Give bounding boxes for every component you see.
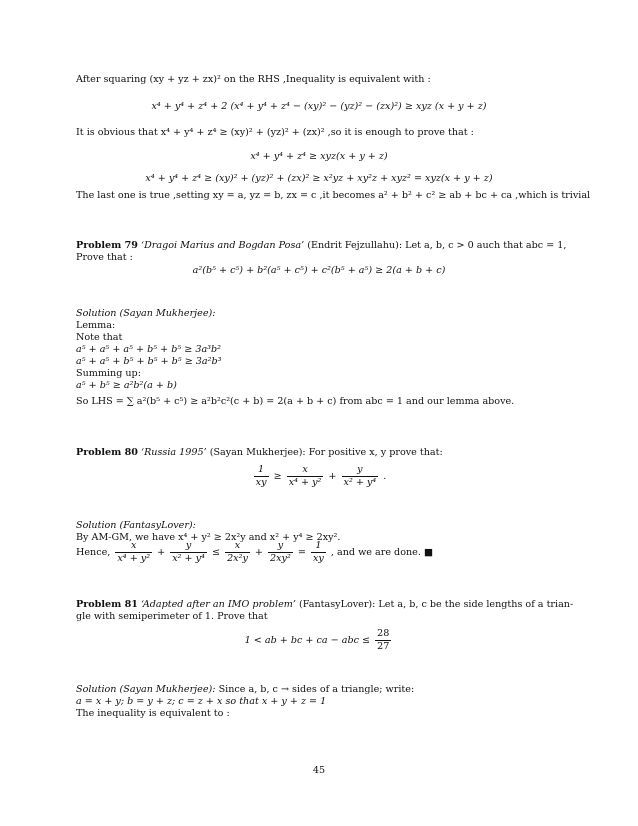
text-line: The last one is true ,setting xy = a, yz = b, zx = c ,it becomes a² + b² + c² ≥ ab + bc + ca ,which is trivial xyxy=(76,190,591,201)
fraction: $\frac{y}{\text{x² + y⁴}}$ xyxy=(172,540,205,564)
problem-source: ‘Russia 1995’ xyxy=(141,447,207,458)
solution-line: a⁵ + a⁵ + a⁵ + b⁵ + b⁵ ≥ 3a³b² xyxy=(76,344,222,355)
text-line: After squaring (xy + yz + zx)² on the RHS ,Inequality is equivalent with : xyxy=(76,74,431,85)
formula-line: x⁴ + y⁴ + z⁴ + 2 (x⁴ + y⁴ + z⁴ − (xy)² − (yz)² − (zx)²) ≥ xyz (x + y + z) xyxy=(151,101,487,112)
solution-heading: Solution (FantasyLover): xyxy=(76,520,196,531)
problem-label: Problem 79 xyxy=(76,240,138,251)
problem-source: ‘Adapted after an IMO problem’ xyxy=(141,599,296,610)
problem-label: Problem 81 xyxy=(76,599,138,610)
problem-text: (FantasyLover): Let a, b, c be the side lengths of a trian- xyxy=(299,599,574,610)
problem-text: (Sayan Mukherjee): For positive x, y prove that: xyxy=(209,447,443,458)
solution-line: Summing up: xyxy=(76,368,141,379)
page-number: 45 xyxy=(312,765,326,776)
formula-line: a²(b⁵ + c⁵) + b²(a⁵ + c⁵) + c²(b⁵ + a⁵) ≥ 2(a + b + c) xyxy=(192,265,446,276)
solution-line: a⁵ + a⁵ + b⁵ + b⁵ + b⁵ ≥ 3a²b³ xyxy=(76,356,222,367)
solution-heading-line xyxy=(76,684,414,696)
fraction: $\frac{y}{\text{2xy²}}$ xyxy=(270,540,291,564)
solution-line: The inequality is equivalent to : xyxy=(76,708,230,719)
fraction: $\frac{x}{\text{x⁴ + y²}}$ xyxy=(117,540,151,564)
problem-80-statement xyxy=(76,447,443,459)
text-line: It is obvious that x⁴ + y⁴ + z⁴ ≥ (xy)² + (yz)² + (zx)² ,so it is enough to prove that : xyxy=(76,127,474,138)
formula-line: x⁴ + y⁴ + z⁴ ≥ (xy)² + (yz)² + (zx)² ≥ x²yz + xy²z + xyz² = xyz(x + y + z) xyxy=(145,173,493,184)
formula-line: x⁴ + y⁴ + z⁴ ≥ xyz(x + y + z) xyxy=(250,151,388,162)
problem-text: (Endrit Fejzullahu): Let a, b, c > 0 auch that abc = 1, xyxy=(307,240,567,251)
formula-line: $\frac{1}{xy}$ ≥ $\frac{x}{\text{x⁴ + y²}}$ + $\frac{y}{\text{x² + y⁴}}$ . xyxy=(255,464,387,488)
fraction: $\frac{y}{\text{x² + y⁴}}$ xyxy=(343,464,377,488)
solution-heading: Solution (Sayan Mukherjee): xyxy=(76,308,216,319)
solution-line: By AM-GM, we have x⁴ + y² ≥ 2x²y and x² + y⁴ ≥ 2xy². xyxy=(76,532,341,543)
formula-line: 1 < ab + bc + ca − abc ≤ $\frac{28}{27}$ xyxy=(244,628,390,652)
solution-line: Lemma: xyxy=(76,320,116,331)
problem-source: ‘Dragoi Marius and Bogdan Posa’ xyxy=(141,240,305,251)
solution-line: a⁵ + b⁵ ≥ a²b²(a + b) xyxy=(76,380,177,391)
problem-text: gle with semiperimeter of 1. Prove that xyxy=(76,611,268,622)
fraction: $\frac{x}{\text{x⁴ + y²}}$ xyxy=(288,464,322,488)
fraction: $\frac{1}{xy}$ xyxy=(312,540,324,564)
problem-text: Prove that : xyxy=(76,252,133,263)
fraction: $\frac{x}{\text{2x²y}}$ xyxy=(227,540,248,564)
solution-text: Since a, b, c → sides of a triangle; write: xyxy=(218,684,415,695)
solution-heading: Solution (Sayan Mukherjee): xyxy=(76,684,216,695)
fraction: $\frac{28}{27}$ xyxy=(377,628,390,652)
problem-label: Problem 80 xyxy=(76,447,138,458)
solution-line: So LHS = ∑ a²(b⁵ + c⁵) ≥ a²b²c²(c + b) = 2(a + b + c) from abc = 1 and our lemma above. xyxy=(76,396,515,407)
problem-81-statement xyxy=(76,599,573,611)
fraction: $\frac{1}{xy}$ xyxy=(255,464,267,488)
solution-line: a = x + y; b = y + z; c = z + x so that x + y + z = 1 xyxy=(76,696,327,707)
problem-79-statement xyxy=(76,240,566,252)
formula-line: Hence, $\frac{x}{\text{x⁴ + y²}}$ + $\frac{y}{\text{x² + y⁴}}$ ≤ $\frac{x}{\text{2x²y}}$ + $\frac{y}{\text{2xy²}}$ = $\frac{1}{xy}$ , and we are done. ■ xyxy=(76,540,433,564)
solution-line: Note that xyxy=(76,332,123,343)
